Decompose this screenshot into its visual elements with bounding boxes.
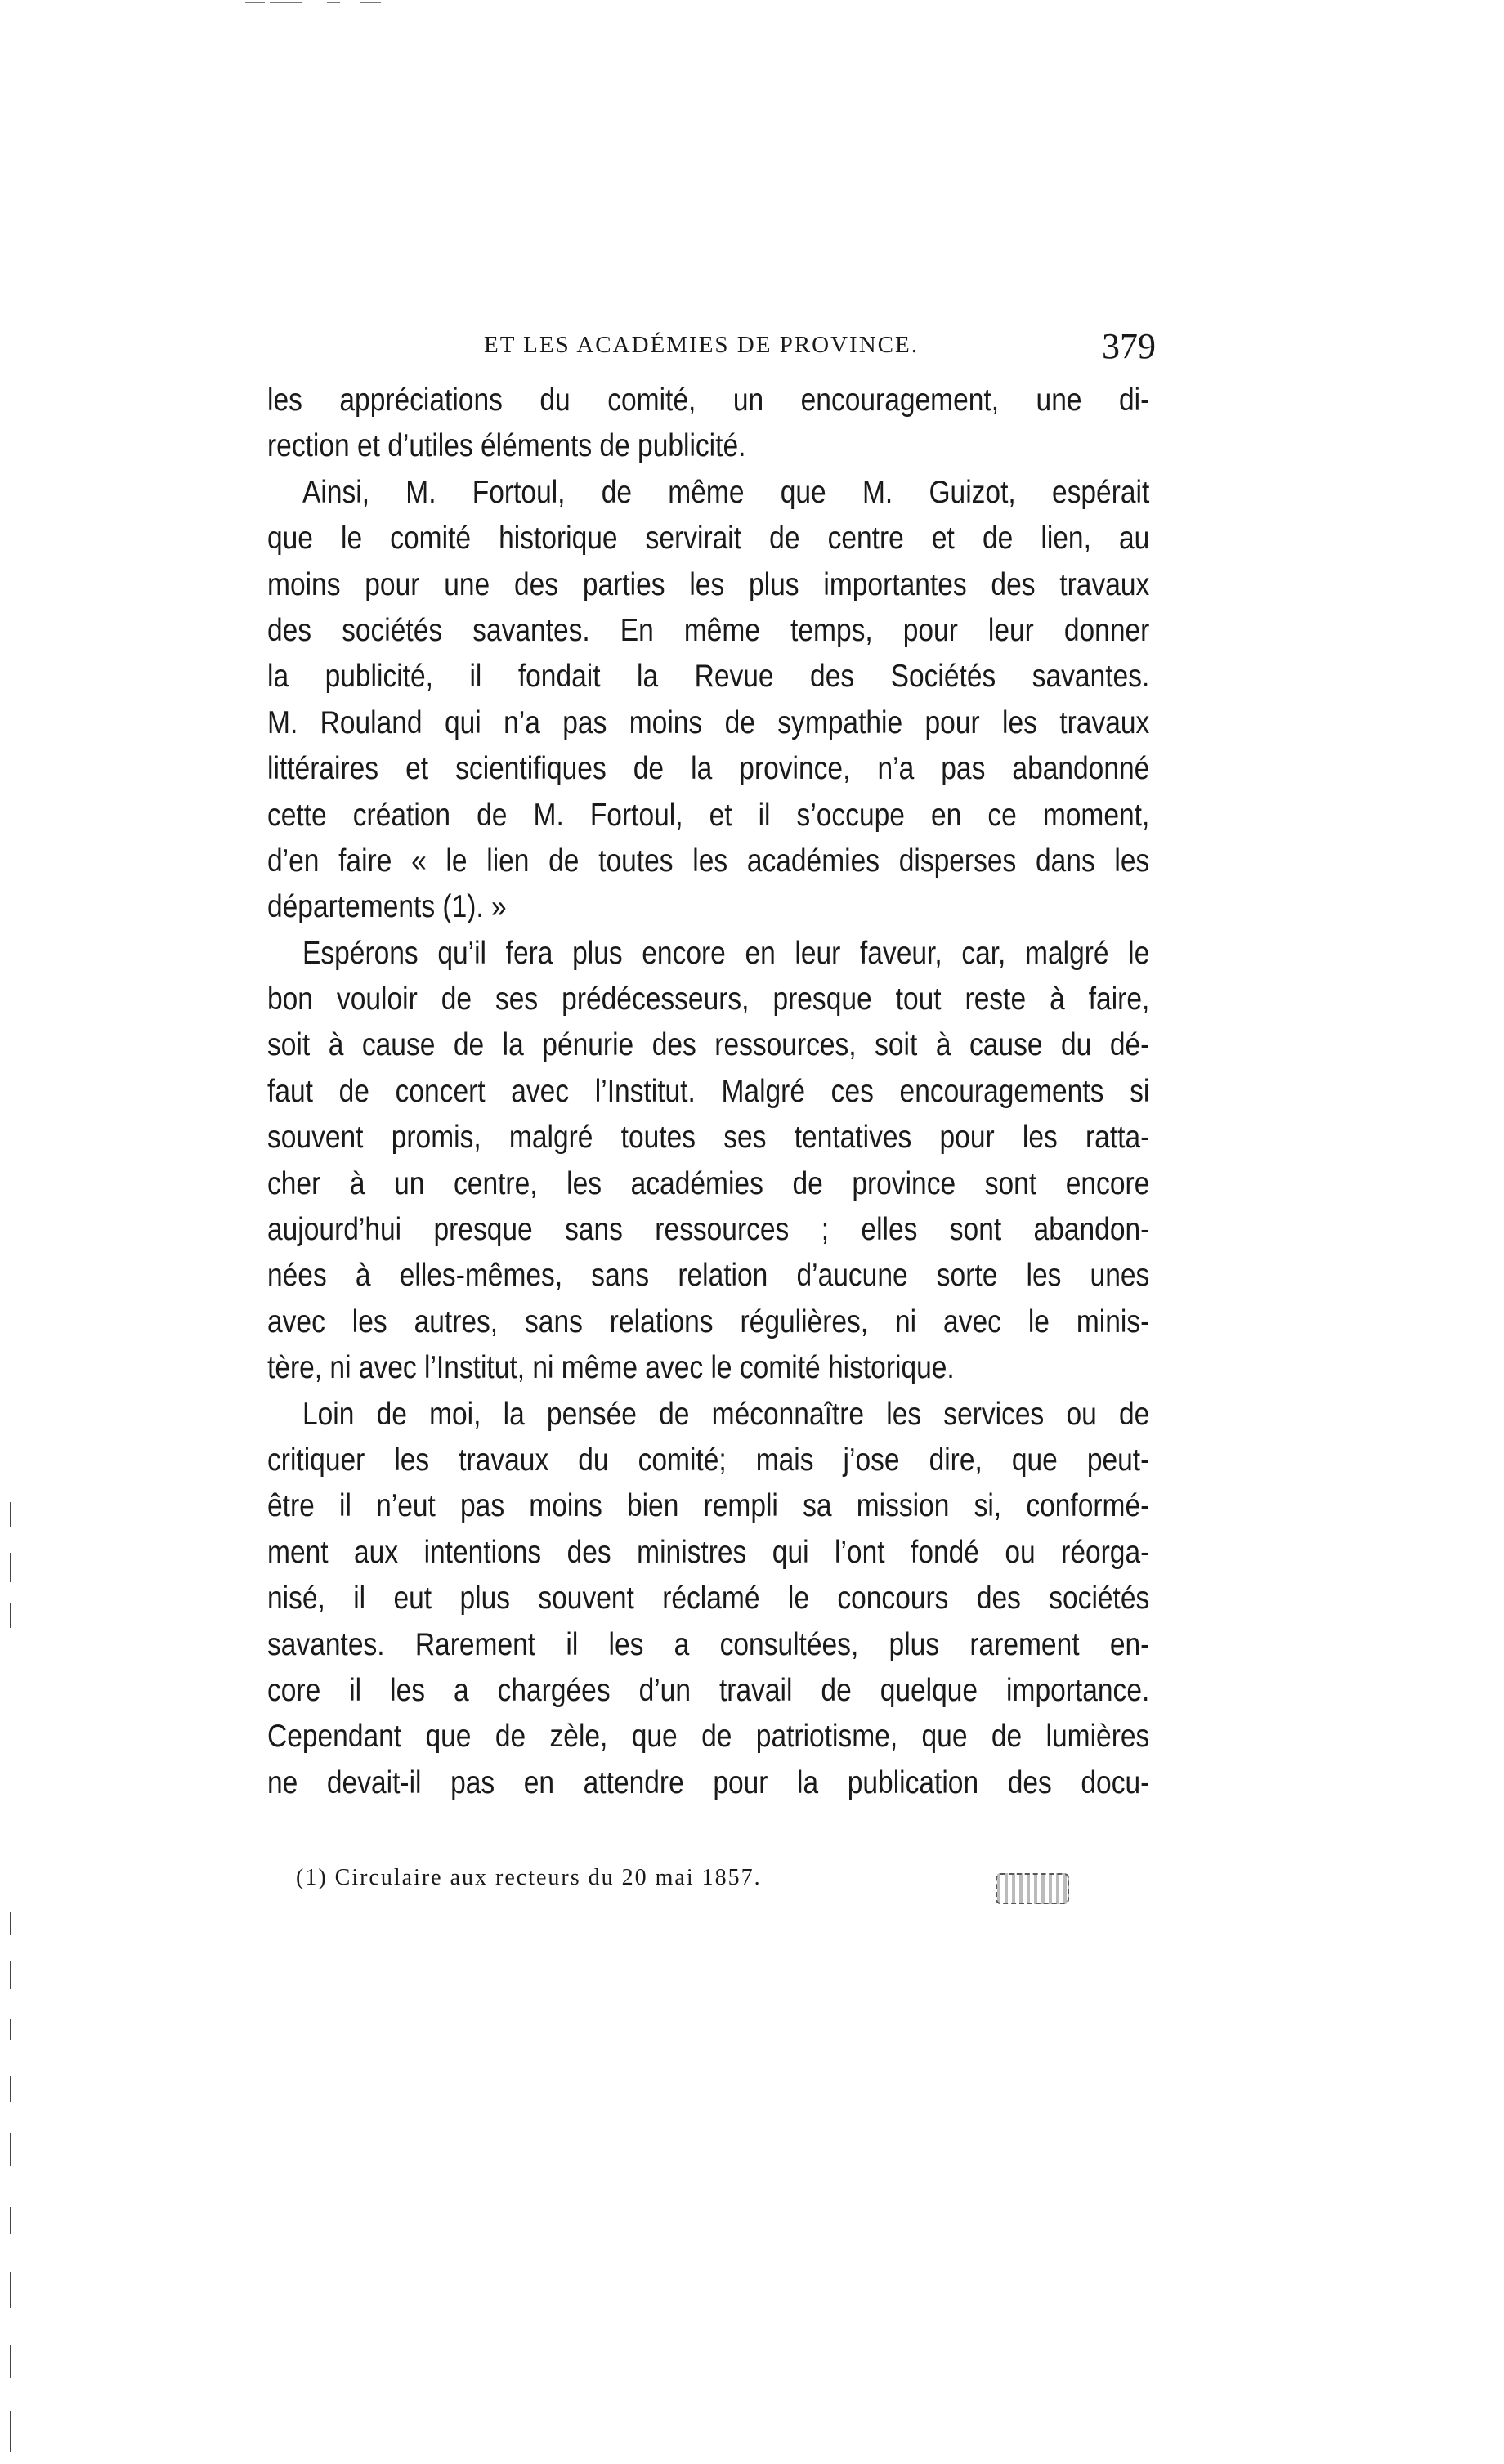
scan-margin-mark [10,2345,11,2378]
text-line: soit à cause de la pénurie des ressources, soit à cause du dé- [267,1027,1150,1063]
text-line: littéraires et scientifiques de la province, n’a pas abandonné [267,751,1150,787]
scan-margin-mark [10,2207,11,2234]
text-line: souvent promis, malgré toutes ses tentatives pour les rattа- [267,1120,1150,1156]
text-line: aujourd’hui presque sans ressources ; elles sont abandon- [267,1212,1150,1248]
scan-margin-mark [10,2411,11,2452]
text-line: cette création de M. Fortoul, et il s’occupe en ce moment, [267,797,1150,833]
running-head: ET LES ACADÉMIES DE PROVINCE. [484,332,919,358]
scan-speck [245,2,265,3]
footnote: (1) Circulaire aux recteurs du 20 mai 1857. [296,1865,762,1890]
scan-speck [327,2,340,3]
text-line: core il les a chargées d’un travail de quelque importance. [267,1672,1150,1708]
text-line: nisé, il eut plus souvent réclamé le concours des sociétés [267,1581,1150,1617]
library-stamp-icon [996,1873,1069,1904]
text-line: rection et d’utiles éléments de publicité. [267,428,746,464]
scan-margin-mark [10,2133,11,2166]
text-line: moins pour une des parties les plus importantes des travaux [267,566,1150,602]
scan-margin-mark [10,1961,11,1989]
scan-margin-mark [10,2272,11,2308]
text-line: nées à elles-mêmes, sans relation d’aucune sorte les unes [267,1258,1150,1294]
scan-margin-mark [10,1553,11,1582]
text-line: Loin de moi, la pensée de méconnaître les services ou de [302,1396,1150,1432]
scan-speck [360,2,381,3]
text-line: cher à un centre, les académies de province sont encore [267,1165,1150,1201]
text-line: les appréciations du comité, un encouragement, une di- [267,382,1150,418]
text-line: bon vouloir de ses prédécesseurs, presque tout reste à faire, [267,982,1150,1017]
text-line: M. Rouland qui n’a pas moins de sympathie pour les travaux [267,704,1150,740]
text-line: tère, ni avec l’Institut, ni même avec le comité historique. [267,1350,955,1386]
text-line: ment aux intentions des ministres qui l’ont fondé ou réorga- [267,1534,1150,1570]
text-line: être il n’eut pas moins bien rempli sa mission si, conformé- [267,1488,1150,1524]
text-line: d’en faire « le lien de toutes les académies disperses dans les [267,843,1150,879]
text-line: ne devait-il pas en attendre pour la publication des docu- [267,1764,1150,1800]
scan-margin-mark [10,1912,11,1935]
text-line: faut de concert avec l’Institut. Malgré ces encouragements si [267,1073,1150,1109]
text-line: des sociétés savantes. En même temps, pour leur donner [267,612,1150,648]
text-line: que le comité historique servirait de centre et de lien, au [267,521,1150,557]
text-line: Ainsi, M. Fortoul, de même que M. Guizot, espérait [302,474,1150,510]
text-line: Espérons qu’il fera plus encore en leur faveur, car, malgré le [302,935,1150,971]
body-text [267,378,1150,1806]
scan-speck [270,2,302,3]
text-line: critiquer les travaux du comité; mais j’ose dire, que peut- [267,1442,1150,1478]
scan-margin-mark [10,2076,11,2102]
text-line: départements (1). » [267,889,507,925]
text-line: savantes. Rarement il les a consultées, plus rarement en- [267,1626,1150,1662]
scan-margin-mark [10,2019,11,2040]
scan-margin-mark [10,1603,11,1628]
text-line: avec les autres, sans relations régulières, ni avec le minis- [267,1304,1150,1339]
text-line: la publicité, il fondait la Revue des Sociétés savantes. [267,659,1150,695]
scan-margin-mark [10,1502,11,1527]
text-line: Cependant que de zèle, que de patriotisme, que de lumières [267,1719,1150,1755]
page-number: 379 [1102,326,1156,366]
